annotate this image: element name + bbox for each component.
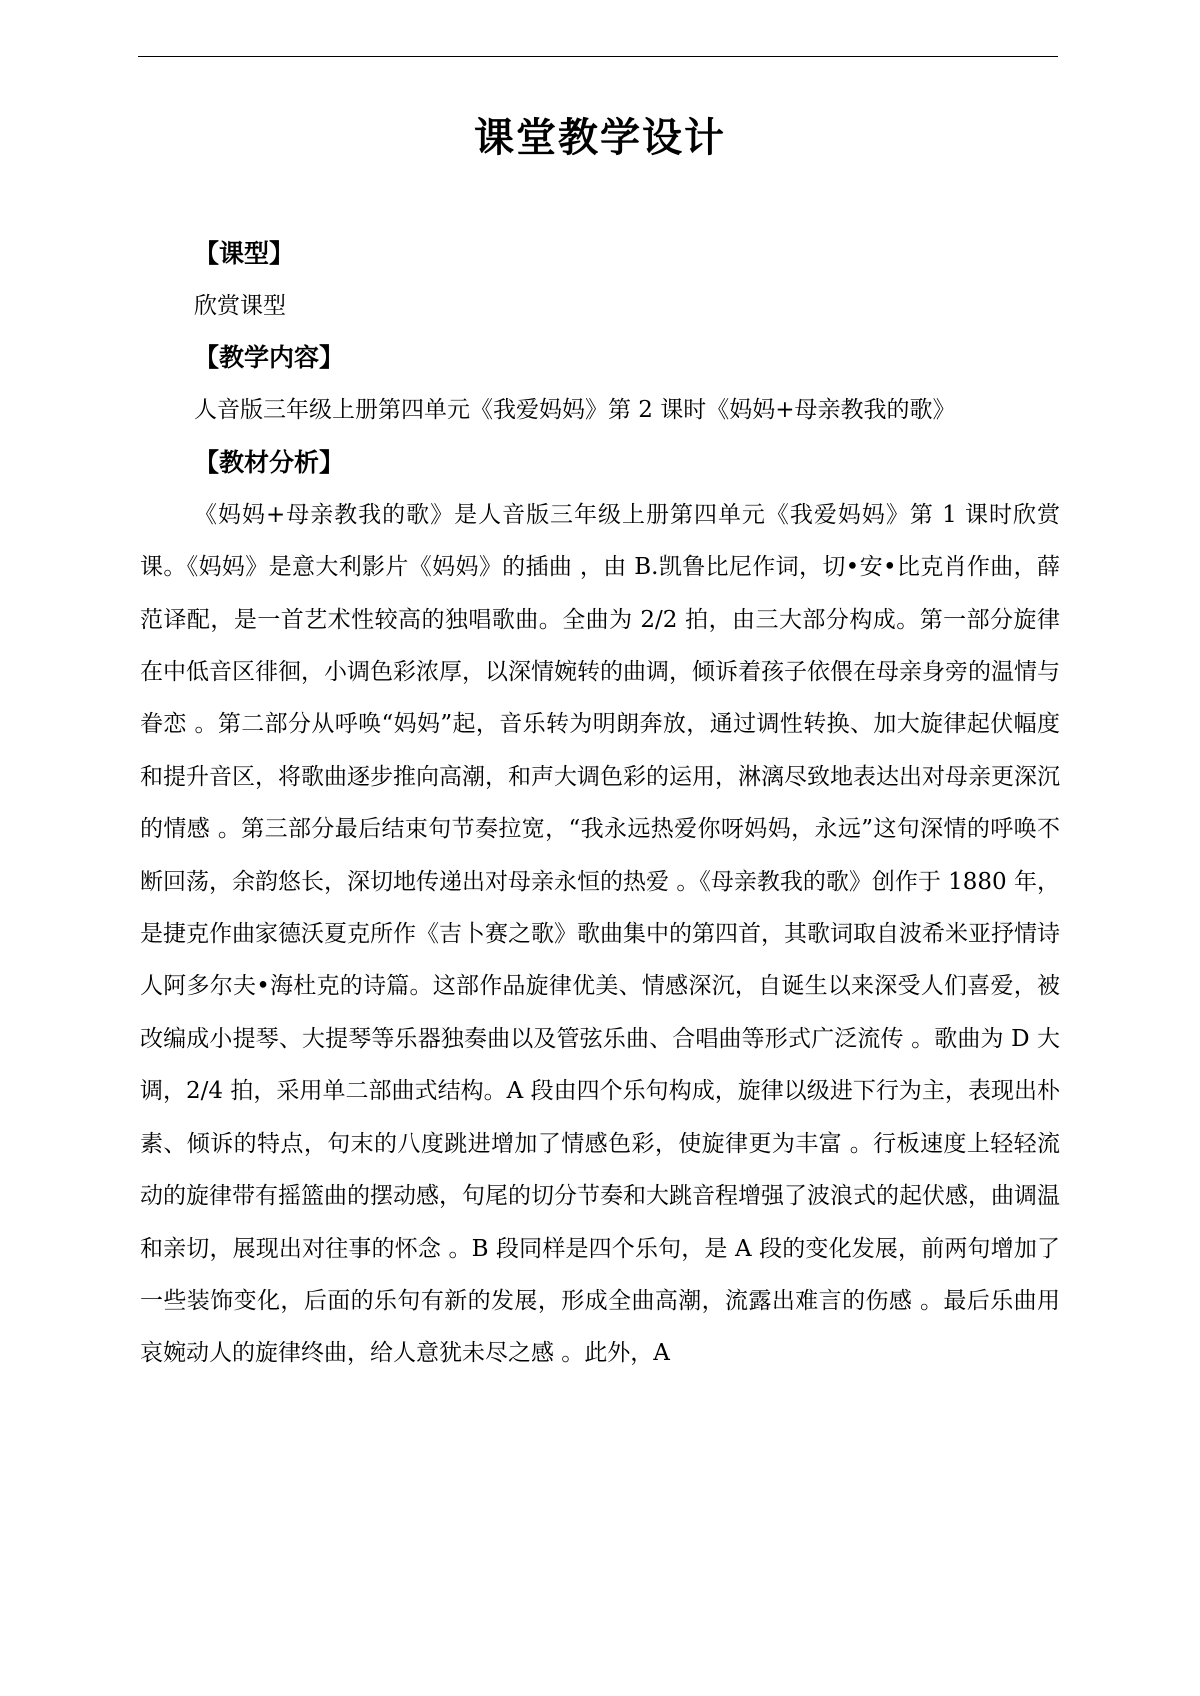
page-title: 课堂教学设计 [474, 115, 726, 161]
section-heading-lesson-type: 【课型】 [194, 239, 295, 268]
header-rule [138, 56, 1058, 57]
section-heading-material-analysis: 【教材分析】 [194, 447, 345, 477]
section-body-teaching-content: 人音版三年级上册第四单元《我爱妈妈》第 2 课时《妈妈+母亲教我的歌》 [194, 397, 956, 424]
section-body-lesson-type: 欣赏课型 [194, 293, 286, 319]
section-body-material-analysis: 《妈妈+母亲教我的歌》是人音版三年级上册第四单元《我爱妈妈》第 1 课时欣赏课。《妈妈》是意大利影片《妈妈》的插曲 ，由 B.凯鲁比尼作词，切•安•比克肖作曲，薛范译配，是一首艺术性较高的独唱歌曲。全曲为 2/2 拍，由三大部分构成。第一部分旋律在中低音区徘徊，小调色彩浓厚，以深情婉转的曲调，倾诉着孩子依偎在母亲身旁的温情与眷恋 。第二部分从呼唤“妈妈”起，音乐转为明朗奔放，通过调性转换、加大旋律起伏幅度和提升音区，将歌曲逐步推向高潮，和声大调色彩的运用，淋漓尽致地表达出对母亲更深沉的情感 。第三部分最后结束句节奏拉宽，“我永远热爱你呀妈妈，永远”这句深情的呼唤不断回荡，余韵悠长，深切地传递出对母亲永恒的热爱 。《母亲教我的歌》创作于 1880 年，是捷克作曲家德沃夏克所作《吉卜赛之歌》歌曲集中的第四首，其歌词取自波希米亚抒情诗人阿多尔夫•海杜克的诗篇。这部作品旋律优美、情感深沉，自诞生以来深受人们喜爱，被改编成小提琴、大提琴等乐器独奏曲以及管弦乐曲、合唱曲等形式广泛流传 。歌曲为 D 大调，2/4 拍，采用单二部曲式结构。A 段由四个乐句构成，旋律以级进下行为主，表现出朴素、倾诉的特点，句末的八度跳进增加了情感色彩，使旋律更为丰富 。行板速度上轻轻流动的旋律带有摇篮曲的摆动感，句尾的切分节奏和大跳音程增强了波浪式的起伏感，曲调温和亲切，展现出对往事的怀念 。B 段同样是四个乐句，是 A 段的变化发展，前两句增加了一些装饰变化，后面的乐句有新的发展，形成全曲高潮，流露出难言的伤感 。最后乐曲用哀婉动人的旋律终曲，给人意犹未尽之感 。此外，A [140, 501, 1060, 1367]
document-body [140, 228, 1060, 1380]
section-heading-teaching-content: 【教学内容】 [194, 343, 345, 373]
